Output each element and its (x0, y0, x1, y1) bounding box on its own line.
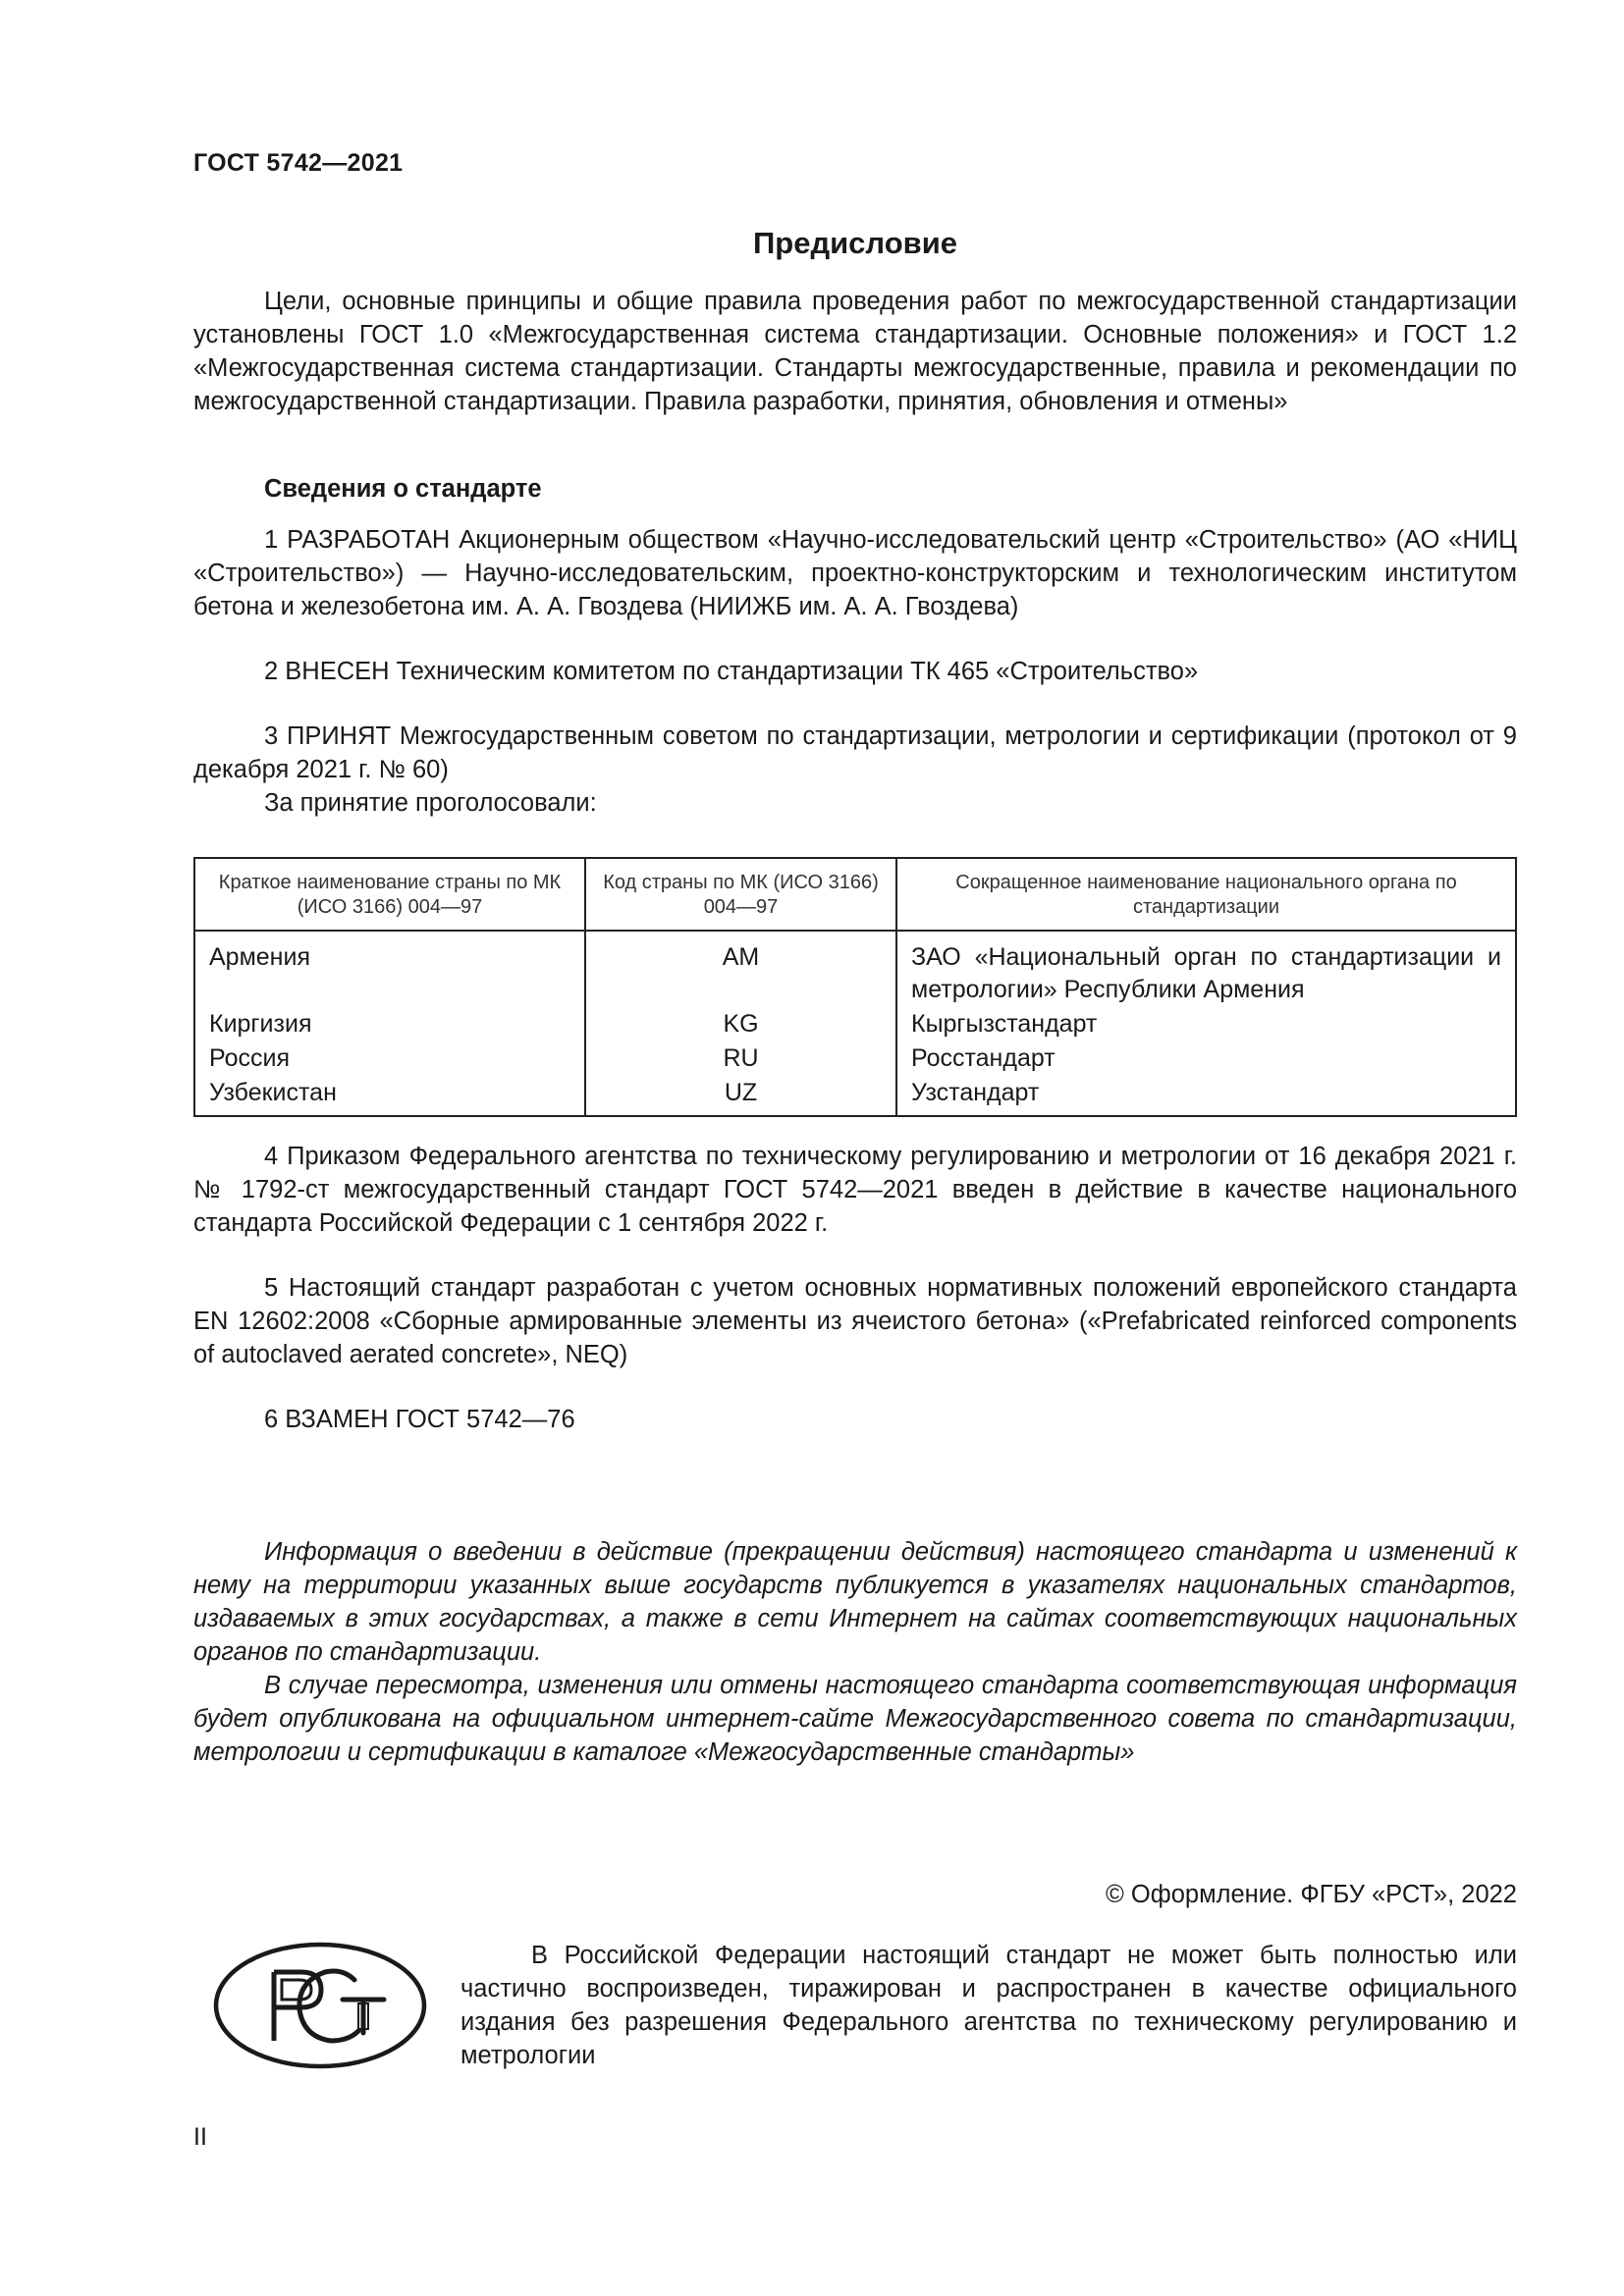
item-replaces: 6 ВЗАМЕН ГОСТ 5742—76 (264, 1406, 575, 1433)
voted-label: За принятие проголосовали: (264, 789, 597, 817)
table-row (194, 931, 1516, 1006)
code-cell: UZ (585, 1075, 896, 1116)
country-cell: Узбекистан (209, 1079, 337, 1106)
org-cell: ЗАО «Национальный орган по стандартизации и метрологии» Республики Армения (896, 931, 1516, 1006)
member-countries-table (193, 857, 1517, 1117)
table-header-row (194, 858, 1516, 931)
code-cell: RU (585, 1041, 896, 1075)
org-cell: Узстандарт (896, 1075, 1516, 1116)
page-number: II (193, 2123, 207, 2151)
item-developed: 1 РАЗРАБОТАН Акционерным обществом «Научно-исследовательский центр «Строительство» (АО «НИЦ «Строительство») — Научно-исследовательским, проектно-конструкторским и технологическим институтом бетона и железобетона им. А. А. Гвоздева (НИИЖБ им. А. А. Гвоздева) (193, 526, 1517, 620)
page-title: Предисловие (752, 226, 957, 260)
country-cell: Армения (209, 943, 310, 971)
table-row (194, 1075, 1516, 1116)
code-cell: KG (585, 1006, 896, 1041)
document-id-header: ГОСТ 5742—2021 (193, 149, 404, 177)
table-row (194, 1006, 1516, 1041)
info-heading: Сведения о стандарте (264, 475, 542, 503)
column-header-country: Краткое наименование страны по МК (ИСО 3166) 004—97 (194, 858, 585, 931)
pct-certification-mark-icon (211, 1939, 429, 2077)
country-cell: Россия (209, 1044, 290, 1072)
item-adopted: 3 ПРИНЯТ Межгосударственным советом по стандартизации, метрологии и сертификации (протокол от 9 декабря 2021 г. № 60) (193, 722, 1517, 783)
item-basis: 5 Настоящий стандарт разработан с учетом основных нормативных положений европейского стандарта EN 12602:2008 «Сборные армированные элементы из ячеистого бетона» («Prefabricated reinforced components of autoclaved aerated concrete», NEQ) (193, 1274, 1517, 1368)
copyright-notice: В Российской Федерации настоящий стандарт не может быть полностью или частично воспроизведен, тиражирован и распространен в качестве официального издания без разрешения Федерального агентства по техническому регулированию и метрологии (460, 1942, 1517, 2069)
item-order: 4 Приказом Федерального агентства по техническому регулированию и метрологии от 16 декабря 2021 г. № 1792-ст межгосударственный стандарт ГОСТ 5742—2021 введен в действие в качестве национального стандарта Российской Федерации с 1 сентября 2022 г. (193, 1143, 1517, 1237)
table-row (194, 1041, 1516, 1075)
org-cell: Кыргызстандарт (896, 1006, 1516, 1041)
intro-paragraph: Цели, основные принципы и общие правила проведения работ по межгосударственной стандартизации установлены ГОСТ 1.0 «Межгосударственная система стандартизации. Основные положения» и ГОСТ 1.2 «Межгосударственная система стандартизации. Стандарты межгосударственные, правила и рекомендации по межгосударственной стандартизации. Правила разработки, принятия, обновления и отмены» (193, 288, 1517, 415)
item-introduced: 2 ВНЕСЕН Техническим комитетом по стандартизации ТК 465 «Строительство» (264, 658, 1199, 685)
copyright-line: © Оформление. ФГБУ «РСТ», 2022 (1106, 1881, 1517, 1908)
italic-note-revision: В случае пересмотра, изменения или отмены настоящего стандарта соответствующая информация будет опубликована на официальном интернет-сайте Межгосударственного совета по стандартизации, метрологии и сертификации в каталоге «Межгосударственные стандарты» (193, 1672, 1517, 1766)
code-cell: AM (585, 931, 896, 1006)
italic-note-info: Информация о введении в действие (прекращении действия) настоящего стандарта и изменений к нему на территории указанных выше государств публикуется в указателях национальных стандартов, издаваемых в этих государствах, а также в сети Интернет на сайтах соответствующих национальных органов по стандартизации. (193, 1538, 1517, 1666)
column-header-org: Сокращенное наименование национального органа по стандартизации (896, 858, 1516, 931)
country-cell: Киргизия (209, 1010, 312, 1038)
org-cell: Росстандарт (896, 1041, 1516, 1075)
column-header-code: Код страны по МК (ИСО 3166) 004—97 (585, 858, 896, 931)
